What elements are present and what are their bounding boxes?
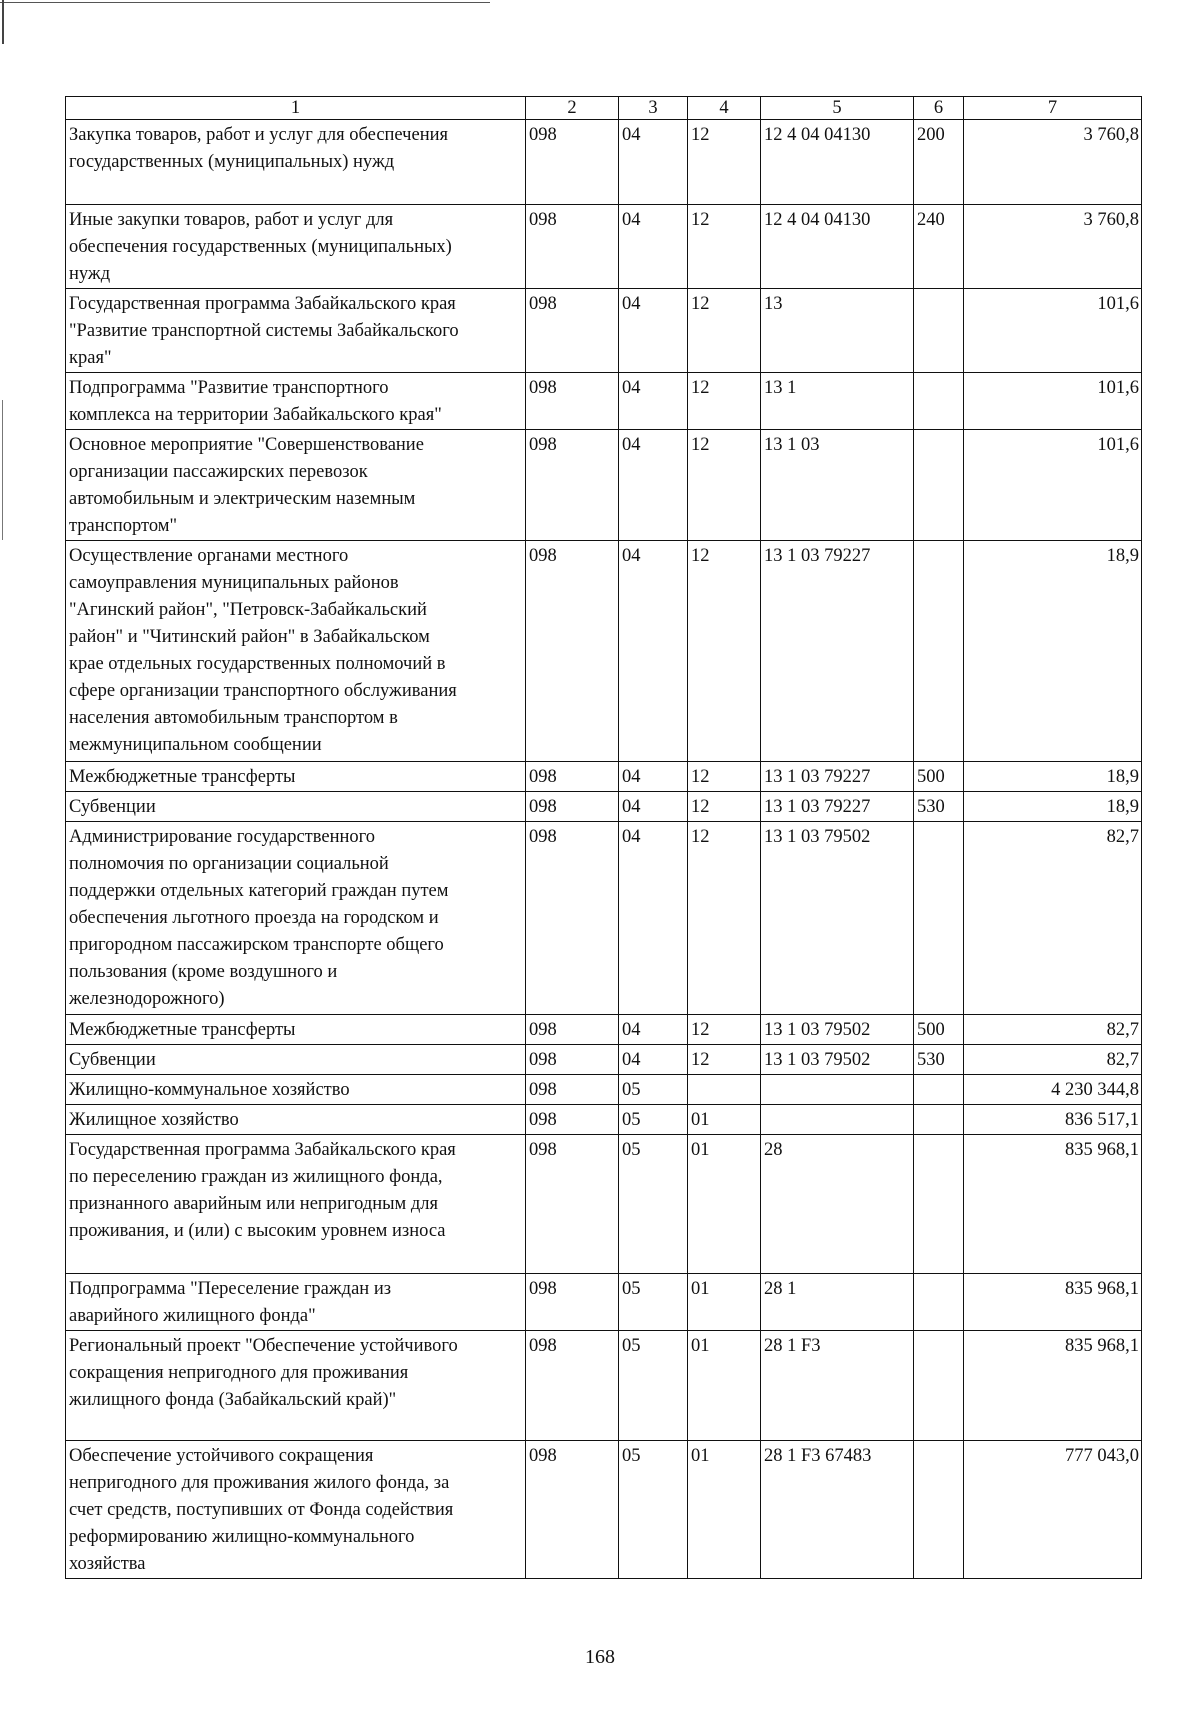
item-name: Субвенции xyxy=(66,1045,526,1075)
subsection-code: 12 xyxy=(688,762,761,792)
section-code: 04 xyxy=(619,541,688,762)
amount: 777 043,0 xyxy=(964,1441,1142,1579)
item-name: Жилищное хозяйство xyxy=(66,1105,526,1135)
target-article-code: 12 4 04 04130 xyxy=(761,120,914,205)
subsection-code: 12 xyxy=(688,120,761,205)
amount: 835 968,1 xyxy=(964,1135,1142,1274)
admin-code: 098 xyxy=(526,1441,619,1579)
item-name: Осуществление органами местного самоуправления муниципальных районов "Агинский район", "Петровск-Забайкальский район" и "Читинский район" в Забайкальском крае отдельных государственных полномочий в сфере организации транспортного обслуживания населения автомобильным транспортом в межмуниципальном сообщении xyxy=(66,541,526,762)
item-name: Основное мероприятие "Совершенствование организации пассажирских перевозок автомобильным и электрическим наземным транспортом" xyxy=(66,430,526,541)
amount: 82,7 xyxy=(964,822,1142,1015)
admin-code: 098 xyxy=(526,1331,619,1441)
amount: 101,6 xyxy=(964,289,1142,373)
table-row xyxy=(66,1135,1142,1274)
column-header: 4 xyxy=(688,97,761,120)
subsection-code: 01 xyxy=(688,1105,761,1135)
amount: 101,6 xyxy=(964,430,1142,541)
section-code: 04 xyxy=(619,1015,688,1045)
expense-type-code: 240 xyxy=(914,205,964,289)
expense-type-code xyxy=(914,430,964,541)
column-header: 2 xyxy=(526,97,619,120)
admin-code: 098 xyxy=(526,1045,619,1075)
target-article-code: 13 1 03 xyxy=(761,430,914,541)
item-name: Закупка товаров, работ и услуг для обеспечения государственных (муниципальных) нужд xyxy=(66,120,526,205)
column-header: 1 xyxy=(66,97,526,120)
target-article-code xyxy=(761,1105,914,1135)
table-row xyxy=(66,1075,1142,1105)
column-header: 7 xyxy=(964,97,1142,120)
admin-code: 098 xyxy=(526,1105,619,1135)
expense-type-code xyxy=(914,1331,964,1441)
subsection-code: 01 xyxy=(688,1441,761,1579)
subsection-code: 12 xyxy=(688,792,761,822)
target-article-code: 13 1 03 79227 xyxy=(761,762,914,792)
amount: 18,9 xyxy=(964,792,1142,822)
table-row xyxy=(66,120,1142,205)
table-row xyxy=(66,430,1142,541)
section-code: 05 xyxy=(619,1274,688,1331)
expense-type-code xyxy=(914,1441,964,1579)
expense-type-code xyxy=(914,373,964,430)
subsection-code: 01 xyxy=(688,1135,761,1274)
subsection-code: 01 xyxy=(688,1331,761,1441)
expense-type-code: 530 xyxy=(914,792,964,822)
section-code: 05 xyxy=(619,1441,688,1579)
scan-top-line xyxy=(0,2,490,3)
admin-code: 098 xyxy=(526,205,619,289)
table-row xyxy=(66,1015,1142,1045)
expense-type-code xyxy=(914,1105,964,1135)
target-article-code: 13 1 03 79502 xyxy=(761,1015,914,1045)
item-name: Межбюджетные трансферты xyxy=(66,1015,526,1045)
admin-code: 098 xyxy=(526,373,619,430)
table-row xyxy=(66,1274,1142,1331)
amount: 18,9 xyxy=(964,762,1142,792)
subsection-code xyxy=(688,1075,761,1105)
section-code: 04 xyxy=(619,373,688,430)
section-code: 05 xyxy=(619,1105,688,1135)
target-article-code: 28 1 F3 xyxy=(761,1331,914,1441)
admin-code: 098 xyxy=(526,541,619,762)
item-name: Обеспечение устойчивого сокращения непригодного для проживания жилого фонда, за счет средств, поступивших от Фонда содействия реформированию жилищно-коммунального хозяйства xyxy=(66,1441,526,1579)
budget-table xyxy=(65,96,1142,1579)
table-row xyxy=(66,289,1142,373)
admin-code: 098 xyxy=(526,120,619,205)
subsection-code: 12 xyxy=(688,205,761,289)
page-number: 168 xyxy=(585,1646,615,1668)
amount: 835 968,1 xyxy=(964,1274,1142,1331)
item-name: Подпрограмма "Переселение граждан из аварийного жилищного фонда" xyxy=(66,1274,526,1331)
expense-type-code xyxy=(914,1075,964,1105)
admin-code: 098 xyxy=(526,1135,619,1274)
expense-type-code: 530 xyxy=(914,1045,964,1075)
amount: 836 517,1 xyxy=(964,1105,1142,1135)
column-header: 3 xyxy=(619,97,688,120)
target-article-code: 28 1 xyxy=(761,1274,914,1331)
admin-code: 098 xyxy=(526,792,619,822)
admin-code: 098 xyxy=(526,1274,619,1331)
item-name: Субвенции xyxy=(66,792,526,822)
expense-type-code: 200 xyxy=(914,120,964,205)
item-name: Государственная программа Забайкальского края по переселению граждан из жилищного фонда, признанного аварийным или непригодным для проживания, и (или) с высоким уровнем износа xyxy=(66,1135,526,1274)
expense-type-code xyxy=(914,822,964,1015)
scan-edge-mark xyxy=(2,0,4,44)
table-row xyxy=(66,373,1142,430)
section-code: 05 xyxy=(619,1331,688,1441)
target-article-code: 28 xyxy=(761,1135,914,1274)
section-code: 04 xyxy=(619,1045,688,1075)
section-code: 05 xyxy=(619,1075,688,1105)
section-code: 04 xyxy=(619,289,688,373)
target-article-code: 13 1 03 79502 xyxy=(761,822,914,1015)
amount: 82,7 xyxy=(964,1045,1142,1075)
scan-edge-mark xyxy=(2,400,3,540)
target-article-code: 12 4 04 04130 xyxy=(761,205,914,289)
amount: 3 760,8 xyxy=(964,120,1142,205)
table-row xyxy=(66,1441,1142,1579)
amount: 4 230 344,8 xyxy=(964,1075,1142,1105)
expense-type-code: 500 xyxy=(914,762,964,792)
table-row xyxy=(66,792,1142,822)
admin-code: 098 xyxy=(526,430,619,541)
item-name: Государственная программа Забайкальского края "Развитие транспортной системы Забайкальского края" xyxy=(66,289,526,373)
section-code: 04 xyxy=(619,792,688,822)
section-code: 04 xyxy=(619,120,688,205)
item-name: Межбюджетные трансферты xyxy=(66,762,526,792)
item-name: Жилищно-коммунальное хозяйство xyxy=(66,1075,526,1105)
subsection-code: 12 xyxy=(688,430,761,541)
expense-type-code xyxy=(914,289,964,373)
subsection-code: 12 xyxy=(688,822,761,1015)
item-name: Региональный проект "Обеспечение устойчивого сокращения непригодного для проживания жилищного фонда (Забайкальский край)" xyxy=(66,1331,526,1441)
target-article-code: 13 xyxy=(761,289,914,373)
subsection-code: 12 xyxy=(688,1045,761,1075)
amount: 82,7 xyxy=(964,1015,1142,1045)
target-article-code: 13 1 03 79227 xyxy=(761,541,914,762)
expense-type-code xyxy=(914,541,964,762)
table-row xyxy=(66,1105,1142,1135)
subsection-code: 01 xyxy=(688,1274,761,1331)
amount: 835 968,1 xyxy=(964,1331,1142,1441)
subsection-code: 12 xyxy=(688,541,761,762)
amount: 3 760,8 xyxy=(964,205,1142,289)
table-row xyxy=(66,822,1142,1015)
target-article-code xyxy=(761,1075,914,1105)
table-row xyxy=(66,1331,1142,1441)
item-name: Администрирование государственного полномочия по организации социальной поддержки отдельных категорий граждан путем обеспечения льготного проезда на городском и пригородном пассажирском транспорте общего пользования (кроме воздушного и железнодорожного) xyxy=(66,822,526,1015)
admin-code: 098 xyxy=(526,1015,619,1045)
expense-type-code: 500 xyxy=(914,1015,964,1045)
section-code: 04 xyxy=(619,430,688,541)
subsection-code: 12 xyxy=(688,1015,761,1045)
subsection-code: 12 xyxy=(688,289,761,373)
item-name: Иные закупки товаров, работ и услуг для обеспечения государственных (муниципальных) нужд xyxy=(66,205,526,289)
section-code: 05 xyxy=(619,1135,688,1274)
amount: 18,9 xyxy=(964,541,1142,762)
admin-code: 098 xyxy=(526,822,619,1015)
table-row xyxy=(66,762,1142,792)
section-code: 04 xyxy=(619,205,688,289)
section-code: 04 xyxy=(619,762,688,792)
admin-code: 098 xyxy=(526,762,619,792)
expense-type-code xyxy=(914,1274,964,1331)
item-name: Подпрограмма "Развитие транспортного комплекса на территории Забайкальского края" xyxy=(66,373,526,430)
column-header: 6 xyxy=(914,97,964,120)
target-article-code: 13 1 xyxy=(761,373,914,430)
table-row xyxy=(66,541,1142,762)
admin-code: 098 xyxy=(526,289,619,373)
table-header-row xyxy=(66,97,1142,120)
admin-code: 098 xyxy=(526,1075,619,1105)
target-article-code: 13 1 03 79502 xyxy=(761,1045,914,1075)
target-article-code: 28 1 F3 67483 xyxy=(761,1441,914,1579)
section-code: 04 xyxy=(619,822,688,1015)
target-article-code: 13 1 03 79227 xyxy=(761,792,914,822)
amount: 101,6 xyxy=(964,373,1142,430)
expense-type-code xyxy=(914,1135,964,1274)
column-header: 5 xyxy=(761,97,914,120)
subsection-code: 12 xyxy=(688,373,761,430)
table-row xyxy=(66,1045,1142,1075)
table-row xyxy=(66,205,1142,289)
